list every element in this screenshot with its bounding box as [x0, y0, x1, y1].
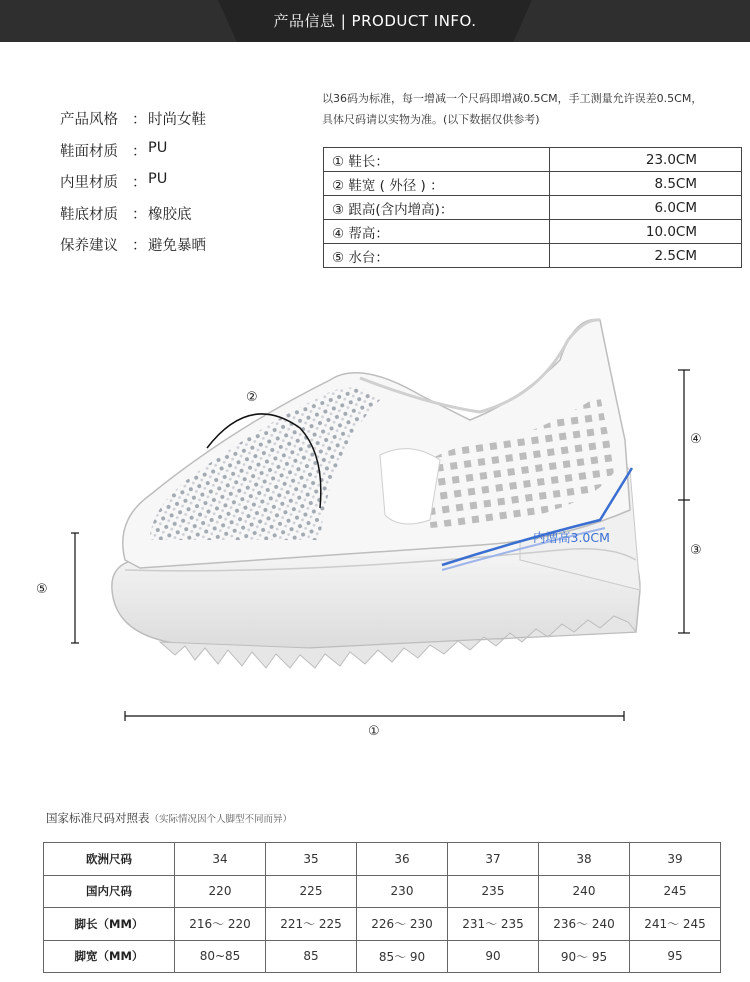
table-row [44, 843, 721, 876]
shoe-elastic-gore [380, 449, 440, 524]
row-header: 欧洲尺码 [44, 843, 175, 876]
info-value: 橡胶底 [148, 206, 192, 223]
info-sep: ： [132, 206, 147, 223]
callout-2: ② [246, 390, 258, 405]
spec-label: ② 鞋宽 ( 外径 ) ： [324, 172, 550, 196]
spec-row [324, 244, 742, 268]
table-cell: 90～ 95 [539, 940, 630, 973]
spec-table [323, 147, 742, 268]
table-cell: 220 [175, 875, 266, 908]
spec-label: ① 鞋长： [324, 148, 550, 172]
table-cell: 245 [630, 875, 721, 908]
info-label: 保养建议 [60, 238, 118, 254]
row-header: 脚宽（MM） [44, 940, 175, 973]
info-label: 鞋面材质 [60, 143, 118, 160]
info-row [60, 171, 206, 203]
table-cell: 226～ 230 [357, 908, 448, 941]
spec-row [324, 220, 742, 244]
spec-label: ⑤ 水台： [324, 244, 550, 268]
table-cell: 95 [630, 940, 721, 973]
info-row [60, 234, 206, 266]
spec-value: 8.5CM [550, 172, 742, 196]
table-cell: 235 [448, 875, 539, 908]
callout-5: ⑤ [36, 582, 48, 597]
spec-value: 23.0CM [550, 148, 742, 172]
inner-lift-label: 内增高3.0CM [533, 530, 610, 545]
info-sep: ： [132, 112, 147, 128]
callout-1: ① [368, 724, 380, 739]
note-line: 具体尺码请以实物为准。(以下数据仅供参考) [322, 113, 540, 126]
table-row [44, 940, 721, 973]
spec-value: 2.5CM [550, 244, 742, 268]
callout-3: ③ [690, 543, 702, 558]
table-cell: 80~85 [175, 940, 266, 973]
spec-row [324, 172, 742, 196]
header-title: 产品信息 | PRODUCT INFO. [273, 12, 477, 30]
info-sep: ： [132, 238, 147, 254]
size-chart-heading: 国家标准尺码对照表 [46, 811, 150, 825]
info-row [60, 108, 206, 140]
table-cell: 34 [175, 843, 266, 876]
spec-value: 10.0CM [550, 220, 742, 244]
info-value: PU [148, 139, 168, 156]
spec-label: ④ 帮高： [324, 220, 550, 244]
info-row [60, 140, 206, 172]
table-cell: 236～ 240 [539, 908, 630, 941]
info-sep: ： [132, 143, 147, 160]
table-cell: 221～ 225 [266, 908, 357, 941]
size-chart-title [46, 810, 292, 826]
table-cell: 38 [539, 843, 630, 876]
table-cell: 37 [448, 843, 539, 876]
info-sep: ： [132, 175, 147, 191]
info-row [60, 203, 206, 235]
row-header: 国内尺码 [44, 875, 175, 908]
spec-label: ③ 跟高(含内增高)： [324, 196, 550, 220]
callout-4: ④ [690, 432, 702, 447]
table-cell: 85～ 90 [357, 940, 448, 973]
table-cell: 90 [448, 940, 539, 973]
product-info-list [60, 108, 206, 266]
table-cell: 35 [266, 843, 357, 876]
info-value: PU [148, 171, 168, 187]
spec-row [324, 196, 742, 220]
info-label: 内里材质 [60, 175, 118, 191]
table-cell: 230 [357, 875, 448, 908]
info-value: 时尚女鞋 [148, 112, 206, 128]
table-cell: 231～ 235 [448, 908, 539, 941]
table-cell: 39 [630, 843, 721, 876]
info-label: 鞋底材质 [60, 206, 118, 223]
table-cell: 241～ 245 [630, 908, 721, 941]
measurement-note [322, 88, 722, 130]
info-value: 避免暴晒 [148, 238, 206, 254]
table-cell: 216～ 220 [175, 908, 266, 941]
spec-row [324, 148, 742, 172]
note-line: 以36码为标准，每一增减一个尺码即增减0.5CM，手工测量允许误差0.5CM， [322, 92, 703, 105]
table-cell: 240 [539, 875, 630, 908]
table-row [44, 908, 721, 941]
spec-value: 6.0CM [550, 196, 742, 220]
size-chart-table [43, 842, 721, 973]
table-cell: 225 [266, 875, 357, 908]
table-row [44, 875, 721, 908]
table-cell: 85 [266, 940, 357, 973]
table-cell: 36 [357, 843, 448, 876]
row-header: 脚长（MM） [44, 908, 175, 941]
shoe-diagram [0, 300, 750, 760]
page-header [0, 0, 750, 42]
size-chart-subtitle: （实际情况因个人脚型不同而异） [149, 814, 293, 825]
info-label: 产品风格 [60, 112, 118, 128]
